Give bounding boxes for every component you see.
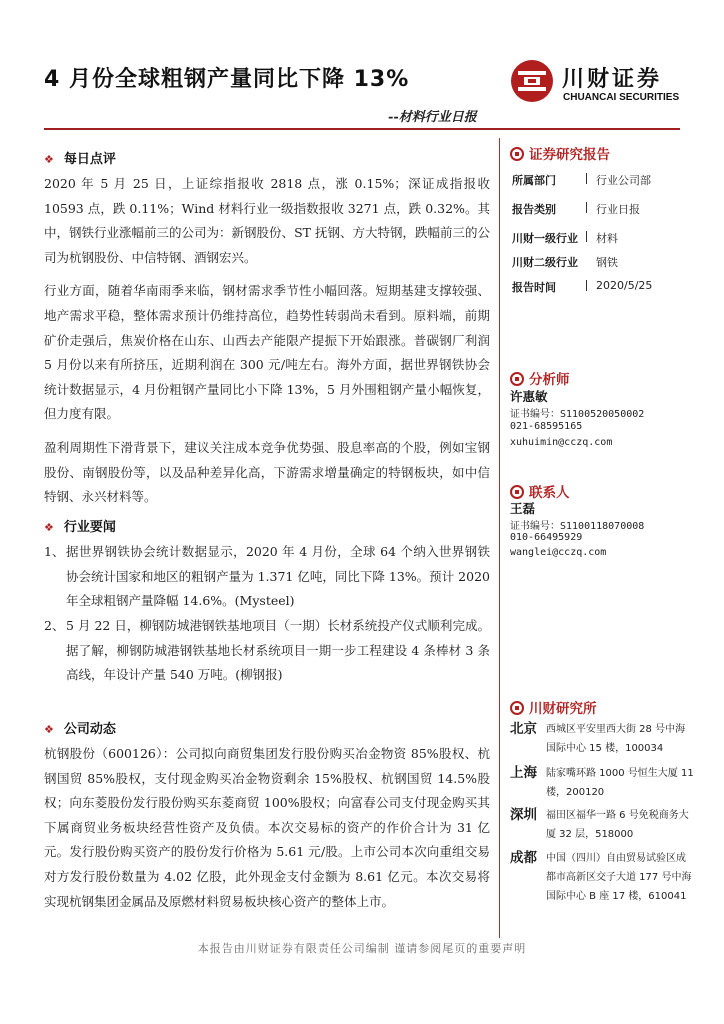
daily-paragraph: 行业方面，随着华南雨季来临，钢材需求季节性小幅回落。短期基建支撑较强、地产需求平稳，整体需求预计仍维持高位，趋势性转弱尚未看到。原料端，前期矿价走强后，焦炭价格在山东、山西去产能限产提振下开始跟涨。普碳钢厂利润 5 月份以来有所挤压，近期利润在 300 元/吨左右。海外方面，据世界钢铁协会统计数据显示，4 月份粗钢产量同比小下降 13%，5 月外围粗钢产量小幅恢复，但力度有限。	[44, 283, 490, 422]
news-item-text: 据世界钢铁协会统计数据显示，2020 年 4 月份，全球 64 个纳入世界钢铁协会统计国家和地区的粗钢产量为 1.371 亿吨，同比下降 13%。预计 2020 年全球粗钢产量降幅 14.6%。(Mysteel)	[66, 544, 490, 609]
office-city: 上海	[510, 765, 537, 781]
report-subtitle: --材料行业日报	[388, 110, 477, 125]
analyst-email-link[interactable]: xuhuimin@cczq.com	[510, 437, 613, 448]
contact-cert: 证书编号：S1100118070008	[510, 521, 645, 532]
footer-disclaimer: 本报告由川财证券有限责任公司编制 谨请参阅尾页的重要声明	[197, 942, 527, 955]
office-city: 深圳	[510, 807, 537, 823]
info-row: 川财一级行业 材料	[512, 232, 618, 245]
office-address: 福田区福华一路 6 号免税商务大厦 32 层，518000	[546, 810, 689, 840]
diamond-bullet-icon: ❖	[44, 153, 54, 166]
sidebar-heading-contact: 联系人	[510, 481, 570, 501]
company-news-paragraph: 杭钢股份（600126）：公司拟向商贸集团发行股份购买冶金物资 85%股权、杭钢国贸 85%股权，支付现金购买冶金物资剩余 15%股权、杭钢国贸 14.5%股权；向东菱股份发行股份购买东菱商贸 100%股权；向富春公司支付现金购买其下属商贸业务板块经营性资产及负债。本次交易标的资产的作价合计为 31 亿元。发行股份购买资产的股份发行价格为 5.61 元/股。上市公司本次向重组交易对方发行股份数量为 4.02 亿股，此外现金支付金额为 8.61 亿元。本次交易将实现杭钢集团金属品及原燃材料贸易板块核心资产的整体上市。	[44, 746, 490, 909]
section-heading-news: ❖ 行业要闻	[44, 520, 116, 535]
contact-email-link[interactable]: wanglei@cczq.com	[510, 547, 607, 558]
section-heading-company: ❖ 公司动态	[44, 722, 116, 737]
institute-icon	[510, 701, 524, 715]
report-section-icon	[510, 147, 524, 161]
sidebar-heading-report: 证券研究报告	[510, 143, 610, 163]
analyst-phone: 021-68595165	[510, 421, 583, 432]
contact-name: 王磊	[510, 501, 536, 516]
daily-commentary	[44, 172, 490, 510]
analyst-name: 许惠敏	[510, 389, 548, 404]
news-item-number: 2、	[44, 618, 65, 633]
office-address: 中国（四川）自由贸易试验区成都市高新区交子大道 177 号中海国际中心 B 座 17 楼，610041	[546, 853, 692, 902]
daily-paragraph: 2020 年 5 月 25 日，上证综指报收 2818 点，涨 0.15%；深证成指报收 10593 点，跌 0.11%；Wind 材料行业一级指数报收 3271 点，跌 0.32%。其中，钢铁行业涨幅前三的公司为：新钢股份、ST 抚钢、方大特钢，跌幅前三的公司为杭钢股份、中信特钢、酒钢宏兴。	[44, 176, 490, 265]
info-row: 川财二级行业 钢铁	[512, 256, 618, 269]
section-heading-daily: ❖ 每日点评	[44, 152, 116, 167]
news-item-text: 5 月 22 日，柳钢防城港钢铁基地项目（一期）长材系统投产仪式顺利完成。据了解，柳钢防城港钢铁基地长材系统项目一期一步工程建设 4 条棒材 3 条高线，年设计产量 540 万吨。(柳钢报)	[66, 618, 490, 683]
diamond-bullet-icon: ❖	[44, 723, 54, 736]
office-address: 西城区平安里西大街 28 号中海国际中心 15 楼，100034	[546, 724, 686, 754]
sidebar-heading-institute: 川财研究所	[510, 697, 597, 717]
analyst-icon	[510, 372, 524, 386]
office-city: 成都	[510, 850, 537, 866]
column-divider	[499, 138, 500, 938]
logo-name-en: CHUANCAI SECURITIES	[563, 92, 680, 103]
logo-name-cn: 川财证券	[562, 67, 663, 92]
office-address: 陆家嘴环路 1000 号恒生大厦 11 楼，200120	[546, 768, 694, 798]
chuancai-logo-icon	[509, 58, 555, 104]
contact-phone: 010-66495929	[510, 532, 583, 543]
info-row: 报告类别 行业日报	[512, 203, 640, 216]
info-row: 报告时间 2020/5/25	[512, 279, 653, 294]
office-city: 北京	[510, 721, 537, 737]
info-row: 所属部门 行业公司部	[512, 174, 651, 187]
header-divider	[44, 128, 680, 130]
contact-icon	[510, 485, 524, 499]
diamond-bullet-icon: ❖	[44, 521, 54, 534]
news-item-number: 1、	[44, 544, 65, 559]
analyst-cert: 证书编号：S1100520050002	[510, 409, 645, 420]
daily-paragraph: 盈利周期性下滑背景下，建议关注成本竞争优势强、股息率高的个股，例如宝钢股份、南钢股份等，以及品种差异化高，下游需求增量确定的特钢板块，如中信特钢、永兴材料等。	[44, 439, 490, 505]
report-title: 4 月份全球粗钢产量同比下降 13%	[44, 67, 410, 92]
sidebar-heading-analyst: 分析师	[510, 368, 570, 388]
